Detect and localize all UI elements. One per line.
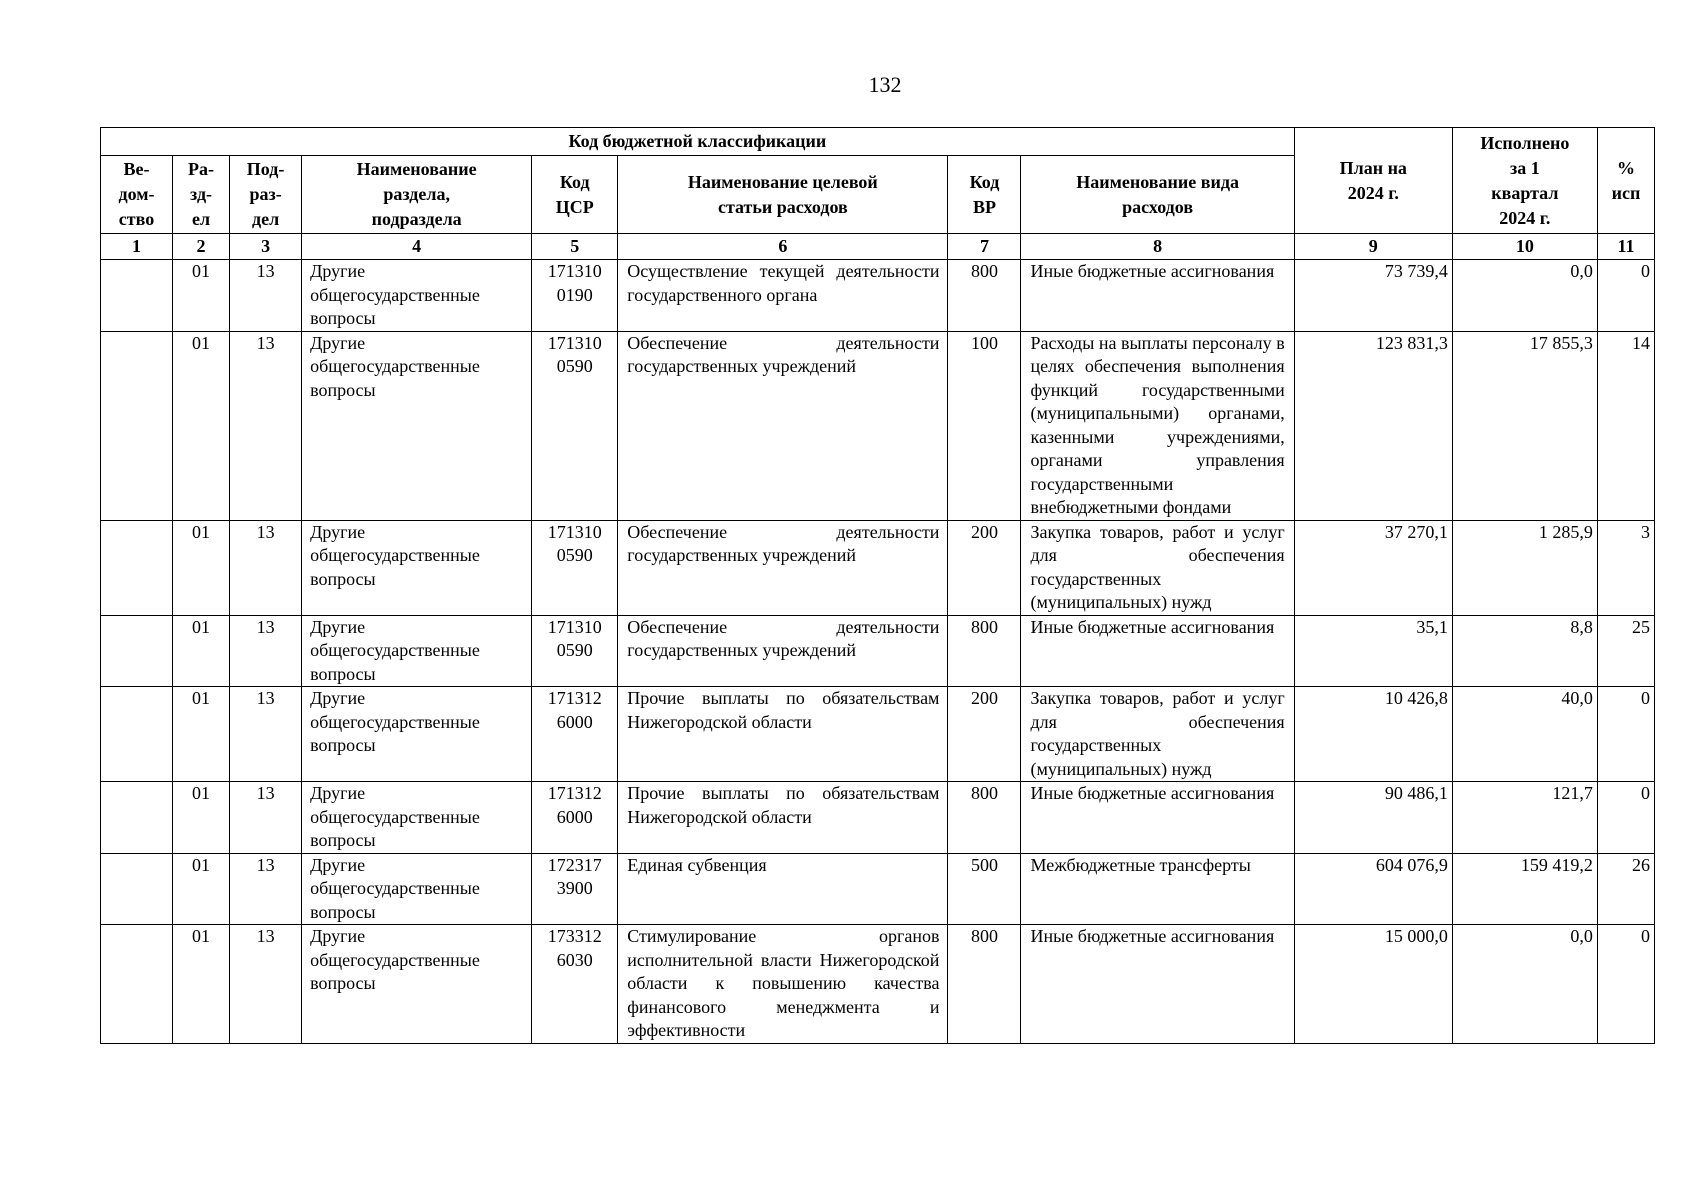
cell-target-name: Осуществление текущей деятельности государственного органа — [618, 260, 948, 332]
csr-part: 171312 — [547, 688, 602, 708]
csr-part: 0590 — [556, 640, 593, 660]
cell-subsection: 13 — [230, 853, 302, 925]
cell-vr: 800 — [948, 925, 1021, 1044]
cell-section-name: Другие общегосударственные вопросы — [302, 331, 532, 520]
cell-expense-type: Расходы на выплаты персоналу в целях обеспечения выполнения функций государственными (муниципальными) органами, казенными учреждениями, органами управления государственными внебюджетными фондами — [1021, 331, 1294, 520]
cell-target-name: Обеспечение деятельности государственных учреждений — [618, 520, 948, 615]
column-number-11: 11 — [1597, 234, 1654, 260]
group-header: Код бюджетной классификации — [101, 128, 1295, 156]
cell-section: 01 — [173, 925, 230, 1044]
cell-expense-type: Иные бюджетные ассигнования — [1021, 615, 1294, 687]
cell-target-name: Прочие выплаты по обязательствам Нижегородской области — [618, 687, 948, 782]
cell-section: 01 — [173, 687, 230, 782]
cell-csr — [532, 853, 618, 925]
cell-plan: 35,1 — [1294, 615, 1452, 687]
cell-vr: 200 — [948, 687, 1021, 782]
cell-section-name: Другие общегосударственные вопросы — [302, 782, 532, 854]
cell-plan: 90 486,1 — [1294, 782, 1452, 854]
cell-dept — [101, 520, 173, 615]
cell-plan: 604 076,9 — [1294, 853, 1452, 925]
budget-table — [100, 127, 1655, 1044]
cell-pct: 25 — [1597, 615, 1654, 687]
column-number-8: 8 — [1021, 234, 1294, 260]
table-row — [101, 331, 1655, 520]
cell-subsection: 13 — [230, 615, 302, 687]
cell-target-name: Обеспечение деятельности государственных учреждений — [618, 331, 948, 520]
cell-plan: 10 426,8 — [1294, 687, 1452, 782]
cell-done: 40,0 — [1452, 687, 1597, 782]
csr-part: 171312 — [547, 783, 602, 803]
table-row — [101, 853, 1655, 925]
cell-pct: 0 — [1597, 925, 1654, 1044]
cell-expense-type: Иные бюджетные ассигнования — [1021, 925, 1294, 1044]
table-row — [101, 687, 1655, 782]
cell-plan: 15 000,0 — [1294, 925, 1452, 1044]
cell-pct: 0 — [1597, 687, 1654, 782]
csr-part: 172317 — [547, 854, 602, 875]
cell-csr — [532, 687, 618, 782]
column-number-9: 9 — [1294, 234, 1452, 260]
cell-csr — [532, 331, 618, 520]
cell-dept — [101, 331, 173, 520]
cell-section-name: Другие общегосударственные вопросы — [302, 925, 532, 1044]
cell-vr: 800 — [948, 260, 1021, 332]
header-done: Исполнено за 1 квартал 2024 г. — [1452, 128, 1597, 234]
header-section-name: Наименование раздела, подраздела — [302, 156, 532, 234]
cell-expense-type: Межбюджетные трансферты — [1021, 853, 1294, 925]
cell-pct: 0 — [1597, 782, 1654, 854]
csr-part: 0190 — [556, 284, 593, 305]
cell-section: 01 — [173, 782, 230, 854]
table-row — [101, 520, 1655, 615]
cell-section: 01 — [173, 260, 230, 332]
column-number-6: 6 — [618, 234, 948, 260]
cell-target-name: Стимулирование органов исполнительной власти Нижегородской области к повышению качества финансового менеджмента и эффективности — [618, 925, 948, 1044]
cell-vr: 800 — [948, 782, 1021, 854]
column-number-5: 5 — [532, 234, 618, 260]
csr-part: 3900 — [556, 878, 593, 898]
csr-part: 6000 — [556, 806, 593, 827]
csr-part: 171310 — [547, 332, 602, 353]
csr-part: 0590 — [556, 356, 593, 376]
cell-section-name: Другие общегосударственные вопросы — [302, 260, 532, 332]
column-number-10: 10 — [1452, 234, 1597, 260]
cell-section: 01 — [173, 853, 230, 925]
cell-pct: 0 — [1597, 260, 1654, 332]
cell-dept — [101, 925, 173, 1044]
column-number-2: 2 — [173, 234, 230, 260]
cell-dept — [101, 853, 173, 925]
cell-csr — [532, 782, 618, 854]
cell-section-name: Другие общегосударственные вопросы — [302, 687, 532, 782]
column-number-4: 4 — [302, 234, 532, 260]
table-row — [101, 260, 1655, 332]
header-subsection: Под- раз- дел — [230, 156, 302, 234]
cell-target-name: Единая субвенция — [618, 853, 948, 925]
cell-csr — [532, 260, 618, 332]
column-number-3: 3 — [230, 234, 302, 260]
cell-dept — [101, 615, 173, 687]
csr-part: 173312 — [547, 926, 602, 946]
cell-section: 01 — [173, 520, 230, 615]
cell-vr: 200 — [948, 520, 1021, 615]
table-row — [101, 615, 1655, 687]
csr-part: 171310 — [547, 616, 602, 637]
cell-dept — [101, 687, 173, 782]
cell-dept — [101, 782, 173, 854]
cell-done: 0,0 — [1452, 925, 1597, 1044]
cell-vr: 500 — [948, 853, 1021, 925]
cell-section-name: Другие общегосударственные вопросы — [302, 853, 532, 925]
header-plan: План на 2024 г. — [1294, 128, 1452, 234]
header-csr: Код ЦСР — [532, 156, 618, 234]
cell-csr — [532, 520, 618, 615]
table-row — [101, 782, 1655, 854]
cell-plan: 73 739,4 — [1294, 260, 1452, 332]
cell-vr: 100 — [948, 331, 1021, 520]
cell-section: 01 — [173, 331, 230, 520]
cell-pct: 3 — [1597, 520, 1654, 615]
cell-done: 121,7 — [1452, 782, 1597, 854]
csr-part: 171310 — [547, 521, 602, 542]
header-vr: Код ВР — [948, 156, 1021, 234]
cell-section: 01 — [173, 615, 230, 687]
cell-section-name: Другие общегосударственные вопросы — [302, 520, 532, 615]
cell-target-name: Прочие выплаты по обязательствам Нижегородской области — [618, 782, 948, 854]
csr-part: 0590 — [556, 545, 593, 565]
cell-done: 8,8 — [1452, 615, 1597, 687]
cell-target-name: Обеспечение деятельности государственных учреждений — [618, 615, 948, 687]
column-number-7: 7 — [948, 234, 1021, 260]
cell-csr — [532, 615, 618, 687]
csr-part: 171310 — [547, 261, 602, 281]
header-section: Ра- зд- ел — [173, 156, 230, 234]
cell-pct: 26 — [1597, 853, 1654, 925]
page-number: 132 — [868, 72, 902, 97]
cell-subsection: 13 — [230, 782, 302, 854]
cell-plan: 37 270,1 — [1294, 520, 1452, 615]
header-expense-type: Наименование вида расходов — [1021, 156, 1294, 234]
column-number-1: 1 — [101, 234, 173, 260]
cell-done: 0,0 — [1452, 260, 1597, 332]
cell-dept — [101, 260, 173, 332]
cell-done: 159 419,2 — [1452, 853, 1597, 925]
cell-expense-type: Иные бюджетные ассигнования — [1021, 260, 1294, 332]
cell-plan: 123 831,3 — [1294, 331, 1452, 520]
cell-expense-type: Закупка товаров, работ и услуг для обеспечения государственных (муниципальных) нужд — [1021, 687, 1294, 782]
cell-section-name: Другие общегосударственные вопросы — [302, 615, 532, 687]
csr-part: 6000 — [556, 711, 593, 732]
cell-subsection: 13 — [230, 687, 302, 782]
cell-done: 1 285,9 — [1452, 520, 1597, 615]
csr-part: 6030 — [556, 949, 593, 970]
cell-expense-type: Закупка товаров, работ и услуг для обеспечения государственных (муниципальных) нужд — [1021, 520, 1294, 615]
table-row — [101, 925, 1655, 1044]
cell-subsection: 13 — [230, 520, 302, 615]
cell-done: 17 855,3 — [1452, 331, 1597, 520]
header-pct: % исп — [1597, 128, 1654, 234]
header-target-name: Наименование целевой статьи расходов — [618, 156, 948, 234]
header-dept: Ве- дом- ство — [101, 156, 173, 234]
cell-vr: 800 — [948, 615, 1021, 687]
cell-subsection: 13 — [230, 331, 302, 520]
cell-csr — [532, 925, 618, 1044]
cell-pct: 14 — [1597, 331, 1654, 520]
cell-subsection: 13 — [230, 925, 302, 1044]
cell-expense-type: Иные бюджетные ассигнования — [1021, 782, 1294, 854]
cell-subsection: 13 — [230, 260, 302, 332]
